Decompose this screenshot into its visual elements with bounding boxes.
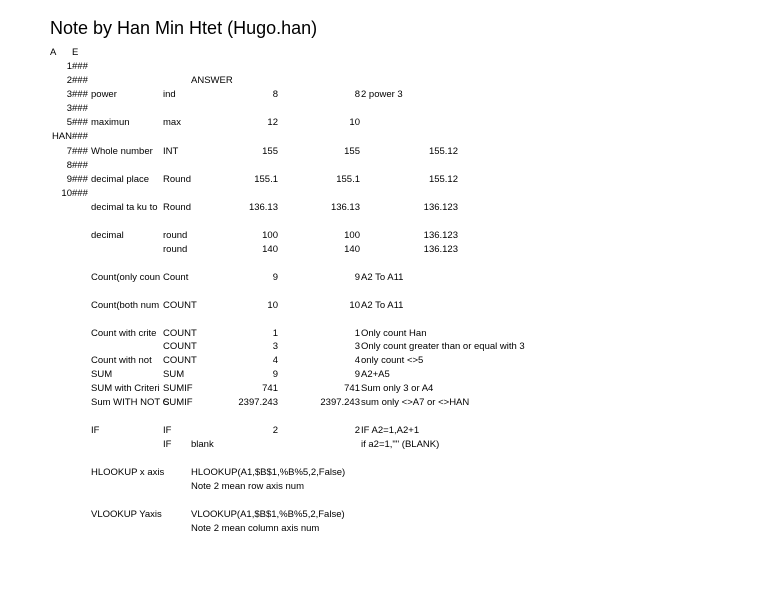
cell-b: HLOOKUP x axis	[91, 467, 165, 478]
cell-v2: 10	[349, 117, 360, 128]
cell-v1: 9	[272, 272, 278, 283]
cell-v2: 136.13	[330, 202, 360, 213]
cell-note: sum only <>A7 or <>HAN	[361, 397, 470, 408]
cell-v2: 140	[344, 244, 360, 255]
column-header-a: A	[50, 47, 57, 58]
cell-e: ###	[72, 117, 88, 128]
cell-note: A2 To A11	[361, 272, 404, 283]
cell-b: SUM with Criteri	[91, 383, 160, 394]
cell-b: decimal place	[91, 174, 150, 185]
cell-c: INT	[163, 146, 179, 157]
cell-b: VLOOKUP Yaxis	[91, 509, 162, 520]
cell-v2: 9	[354, 272, 360, 283]
cell-c: IF	[163, 425, 172, 436]
page-title: Note by Han Min Htet (Hugo.han)	[50, 18, 318, 38]
cell-v1: 10	[267, 300, 278, 311]
cell-a: HAN	[51, 131, 72, 142]
cell-c: Round	[163, 202, 191, 213]
cell-a: 1	[66, 61, 72, 72]
cell-v3: 136.123	[423, 202, 458, 213]
cell-c: Round	[163, 174, 191, 185]
cell-v2: 741	[344, 383, 360, 394]
cell-d: HLOOKUP(A1,$B$1,%B%5,2,False)	[191, 467, 346, 478]
cell-note: Sum only 3 or A4	[361, 383, 434, 394]
cell-c: SUMIF	[163, 397, 193, 408]
cell-v3: 136.123	[423, 230, 458, 241]
cell-v3: 155.12	[428, 174, 458, 185]
cell-v2: 4	[354, 355, 360, 366]
cell-b: Sum WITH NOT C	[91, 397, 170, 408]
cell-c: Count	[163, 272, 189, 283]
cell-v1: 136.13	[248, 202, 278, 213]
cell-a: 2	[66, 75, 72, 86]
cell-c: round	[163, 230, 188, 241]
cell-v1: 8	[272, 89, 278, 100]
cell-v1: 155	[262, 146, 278, 157]
cell-v2: 155.1	[336, 174, 360, 185]
cell-a: 8	[66, 160, 72, 171]
cell-b: SUM	[91, 369, 113, 380]
cell-b: Count(both num	[91, 300, 160, 311]
cell-note: Only count greater than or equal with 3	[361, 341, 525, 352]
cell-v2: 2397.243	[320, 397, 360, 408]
cell-a: 10	[61, 188, 72, 199]
cell-v1: 3	[272, 341, 278, 352]
cell-e: ###	[72, 131, 88, 142]
cell-d: blank	[191, 439, 214, 450]
cell-note: only count <>5	[361, 355, 424, 366]
cell-e: ###	[72, 160, 88, 171]
cell-b: decimal ta ku to	[91, 202, 158, 213]
cell-v1: 741	[262, 383, 278, 394]
cell-b: IF	[91, 425, 100, 436]
cell-c: COUNT	[163, 328, 197, 339]
cell-v3: 155.12	[428, 146, 458, 157]
cell-v2: 10	[349, 300, 360, 311]
cell-v2: 155	[344, 146, 360, 157]
cell-v2: 2	[354, 425, 360, 436]
cell-note: if a2=1,"" (BLANK)	[361, 439, 440, 450]
cell-c: ind	[163, 89, 176, 100]
cell-e: ###	[72, 146, 88, 157]
cell-v1: 1	[272, 328, 278, 339]
cell-b: Whole number	[91, 146, 153, 157]
cell-v1: 155.1	[254, 174, 278, 185]
cell-c: IF	[163, 439, 172, 450]
cell-d: Note 2 mean column axis num	[191, 523, 320, 534]
cell-v2: 9	[354, 369, 360, 380]
cell-d: ANSWER	[191, 75, 233, 86]
cell-v2: 100	[344, 230, 360, 241]
cell-note: A2 To A11	[361, 300, 404, 311]
cell-b: power	[91, 89, 117, 100]
cell-e: ###	[72, 61, 88, 72]
cell-v1: 100	[262, 230, 278, 241]
cell-note: A2+A5	[361, 369, 390, 380]
column-header-e: E	[72, 47, 79, 58]
cell-v2: 3	[354, 341, 360, 352]
cell-b: Count with not	[91, 355, 152, 366]
cell-v3: 136.123	[423, 244, 458, 255]
cell-b: Count(only coun	[91, 272, 161, 283]
cell-c: COUNT	[163, 341, 197, 352]
cell-e: ###	[72, 174, 88, 185]
cell-d: Note 2 mean row axis num	[191, 481, 304, 492]
cell-v2: 1	[354, 328, 360, 339]
cell-c: SUM	[163, 369, 185, 380]
cell-note: Only count Han	[361, 328, 427, 339]
cell-a: 3	[66, 103, 72, 114]
cell-v1: 2397.243	[238, 397, 278, 408]
cell-e: ###	[72, 188, 88, 199]
cell-e: ###	[72, 89, 88, 100]
cell-v1: 140	[262, 244, 278, 255]
cell-note: 2 power 3	[361, 89, 403, 100]
cell-e: ###	[72, 103, 88, 114]
cell-e: ###	[72, 75, 88, 86]
cell-c: max	[163, 117, 181, 128]
cell-v1: 12	[267, 117, 278, 128]
cell-c: round	[163, 244, 188, 255]
cell-d: VLOOKUP(A1,$B$1,%B%5,2,False)	[191, 509, 345, 520]
cell-c: SUMIF	[163, 383, 193, 394]
cell-v2: 8	[354, 89, 360, 100]
cell-a: 5	[66, 117, 72, 128]
cell-b: Count with crite	[91, 328, 157, 339]
cell-v1: 4	[272, 355, 278, 366]
cell-v1: 9	[272, 369, 278, 380]
cell-a: 7	[66, 146, 72, 157]
cell-b: decimal	[91, 230, 124, 241]
cell-c: COUNT	[163, 355, 197, 366]
cell-v1: 2	[272, 425, 278, 436]
cell-a: 3	[66, 89, 72, 100]
cell-c: COUNT	[163, 300, 197, 311]
cell-a: 9	[66, 174, 72, 185]
cell-b: maximun	[91, 117, 130, 128]
cell-note: IF A2=1,A2+1	[361, 425, 420, 436]
